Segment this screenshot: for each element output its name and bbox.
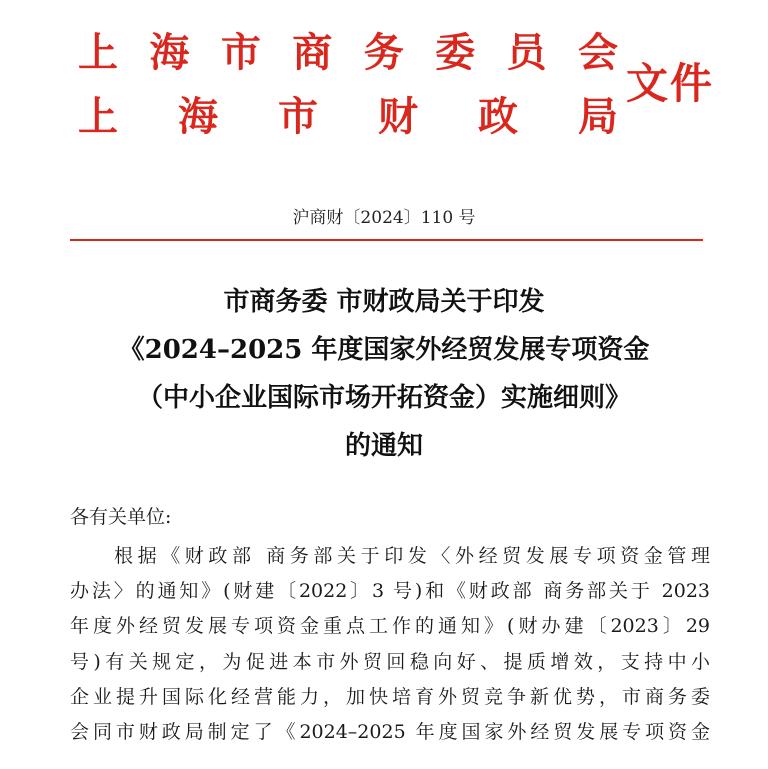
body-line: 企业提升国际化经营能力，加快培育外贸竞争新优势，市商务委 — [70, 685, 710, 708]
letterhead-char: 市 — [220, 29, 261, 76]
notice-title — [50, 278, 718, 470]
title-line: 的通知 — [344, 431, 423, 461]
issuer-finance-bureau — [78, 94, 618, 140]
letterhead-char: 海 — [178, 93, 218, 140]
letterhead-char: 商 — [292, 29, 333, 76]
issuer-commerce-commission — [78, 30, 618, 76]
salutation: 各有关单位: — [70, 506, 172, 528]
letterhead-char: 上 — [78, 93, 118, 140]
body-paragraph — [70, 539, 710, 750]
body-line: 办法〉的通知》(财建〔2022〕3 号)和《财政部 商务部关于 2023 — [70, 580, 710, 603]
title-line: （中小企业国际市场开拓资金）实施细则》 — [136, 383, 631, 413]
body-line: 年度外经贸发展专项资金重点工作的通知》(财办建〔2023〕29 — [70, 615, 710, 638]
letterhead-char: 委 — [435, 29, 476, 76]
body-line: 号)有关规定，为促进本市外贸回稳向好、提质增效，支持中小 — [70, 650, 710, 673]
letterhead-char: 上 — [78, 29, 118, 76]
letterhead-char: 务 — [363, 29, 404, 76]
letterhead-char: 政 — [478, 93, 518, 140]
letterhead-char: 会 — [577, 29, 618, 76]
title-line: 《2024–2025 年度国家外经贸发展专项资金 — [118, 335, 650, 365]
body-line: 根据《财政部 商务部关于印发〈外经贸发展专项资金管理 — [114, 545, 710, 567]
red-divider-line — [70, 239, 703, 241]
document-number: 沪商财〔2024〕110 号 — [292, 208, 476, 228]
letterhead-char: 财 — [378, 93, 418, 140]
body-line: 会同市财政局制定了《2024–2025 年度国家外经贸发展专项资金 — [70, 721, 710, 744]
letterhead-char: 市 — [278, 93, 318, 140]
document-label: 文件 — [626, 59, 715, 108]
title-line: 市商务委 市财政局关于印发 — [223, 287, 545, 317]
letterhead-char: 局 — [578, 93, 618, 140]
letterhead-char: 员 — [506, 29, 547, 76]
letterhead-char: 海 — [149, 29, 190, 76]
